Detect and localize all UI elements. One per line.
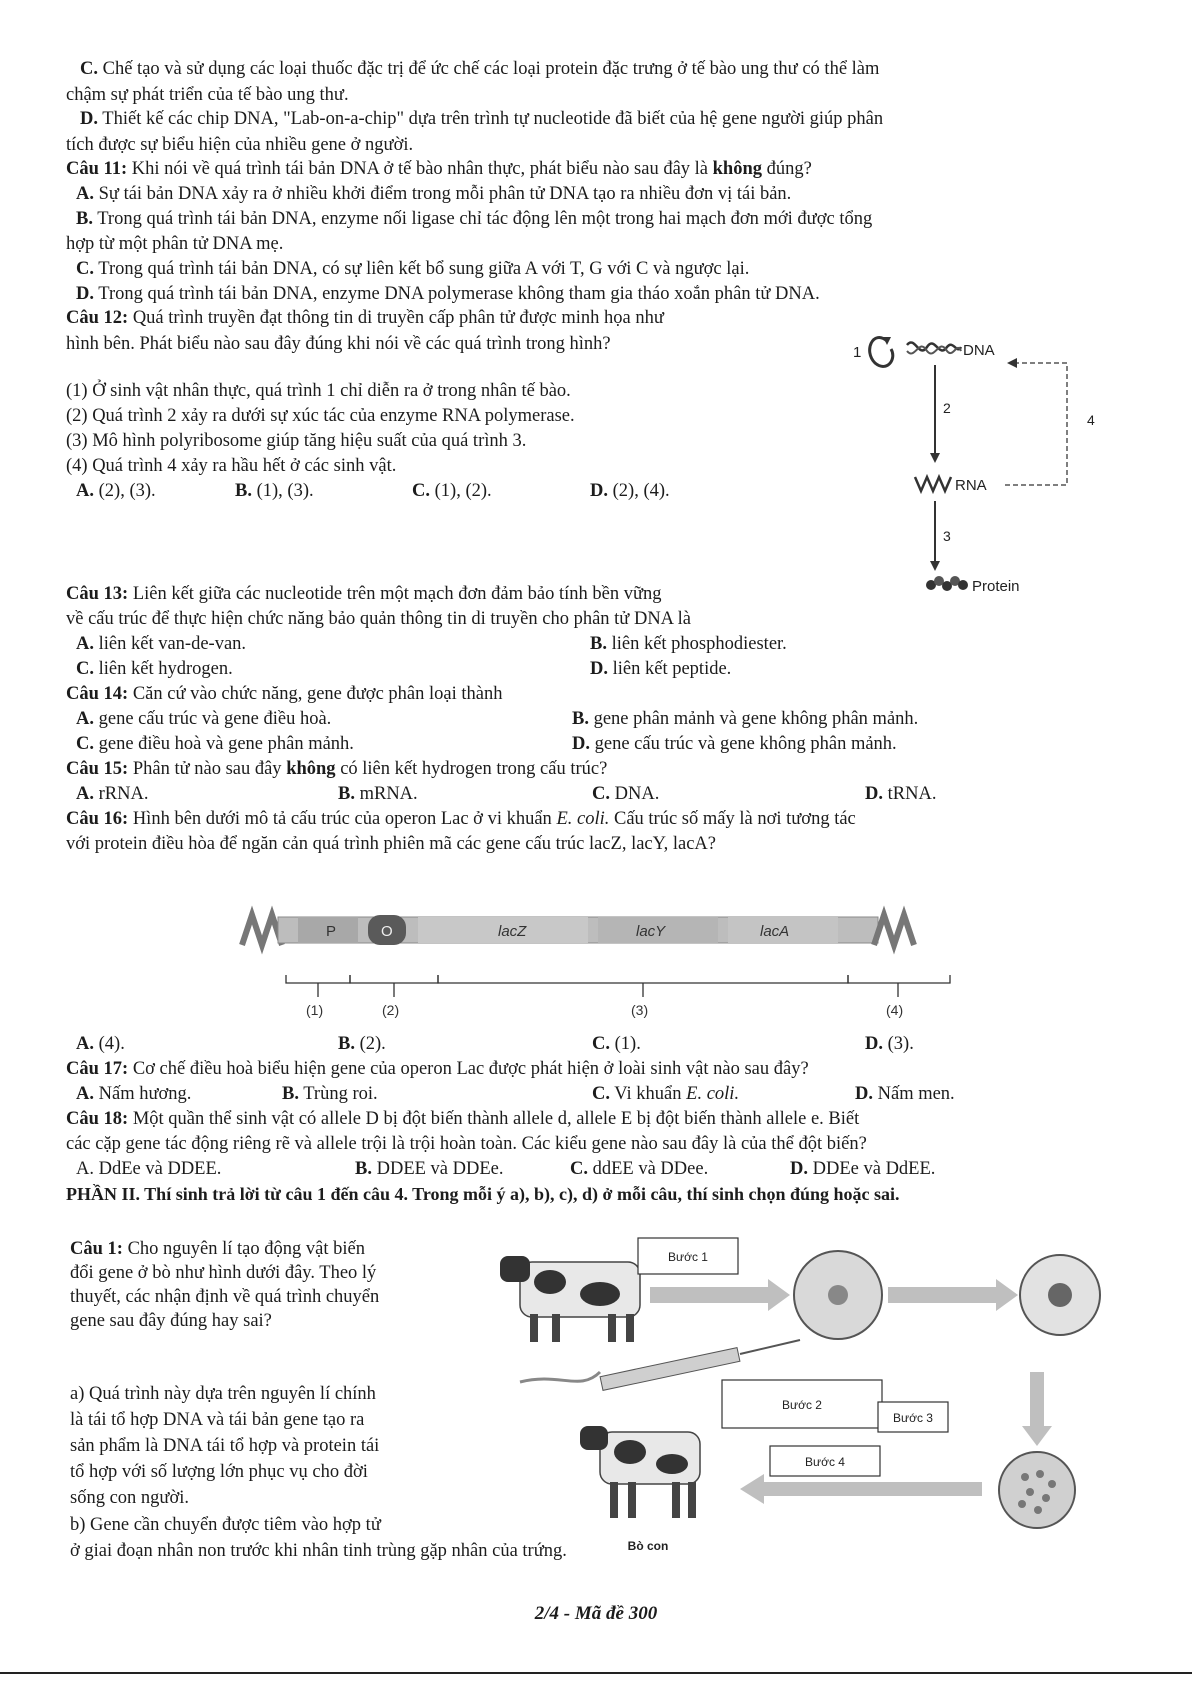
question-17-option-b: B. Trùng roi. xyxy=(282,1084,378,1104)
part2-statement-a-2: là tái tổ hợp DNA và tái bản gene tạo ra xyxy=(70,1410,365,1430)
donor-cow-icon xyxy=(500,1256,640,1342)
question-11-option-b: B. Trong quá trình tái bản DNA, enzyme nối ligase chỉ tác động lên một trong hai mạch đơn mới được tổng xyxy=(76,209,873,229)
question-11-stem: Câu 11: Khi nói về quá trình tái bản DNA ở tế bào nhân thực, phát biểu nào sau đây là không đúng? xyxy=(66,159,812,179)
question-17-option-a: A. Nấm hương. xyxy=(76,1084,192,1104)
question-12-option-d: D. (2), (4). xyxy=(590,481,670,501)
question-17-option-d: D. Nấm men. xyxy=(855,1084,955,1104)
embryo-icon xyxy=(999,1452,1075,1528)
step-4-label: Bước 4 xyxy=(805,1455,845,1469)
question-12-statement-2: (2) Quá trình 2 xảy ra dưới sự xúc tác của enzyme RNA polymerase. xyxy=(66,406,575,426)
question-label: Câu 11: xyxy=(66,159,128,179)
question-13-option-d: D. liên kết peptide. xyxy=(590,659,732,679)
question-13-option-b: B. liên kết phosphodiester. xyxy=(590,634,787,654)
region-1-label: (1) xyxy=(306,1002,324,1018)
lacy-label: lacY xyxy=(636,923,666,940)
promoter-label: P xyxy=(326,923,337,940)
step-1-label: Bước 1 xyxy=(668,1250,708,1264)
calf-label: Bò con xyxy=(627,1539,669,1553)
step-2-label: Bước 2 xyxy=(782,1398,822,1412)
question-18-option-a: A. DdEe và DDEE. xyxy=(76,1159,222,1179)
option-text: Thiết kế các chip DNA, "Lab-on-a-chip" dựa trên trình tự nucleotide đã biết của hệ gene người giúp phân xyxy=(102,109,884,129)
part2-question-1-stem-4: gene sau đây đúng hay sai? xyxy=(70,1311,272,1331)
replication-loop-icon xyxy=(870,337,893,366)
question-14-option-c: C. gene điều hoà và gene phân mảnh. xyxy=(76,734,354,754)
option-letter: C. xyxy=(80,59,98,79)
question-13-option-c: C. liên kết hydrogen. xyxy=(76,659,233,679)
step-3-label: Bước 3 xyxy=(893,1411,933,1425)
part2-statement-a-1: a) Quá trình này dựa trên nguyên lí chính xyxy=(70,1384,376,1404)
question-17-stem: Câu 17: Cơ chế điều hoà biểu hiện gene của operon Lac được phát hiện ở loài sinh vật nào sau đây? xyxy=(66,1059,809,1079)
question-12-stem: Câu 12: Quá trình truyền đạt thông tin di truyền cấp phân tử được minh họa như xyxy=(66,308,664,328)
option-letter: D. xyxy=(80,109,98,129)
region-brackets xyxy=(286,975,950,997)
question-15-option-c: C. DNA. xyxy=(592,784,660,804)
lacz-label: lacZ xyxy=(498,923,527,940)
region-4-label: (4) xyxy=(886,1002,904,1018)
calf-icon xyxy=(580,1426,700,1518)
question-12-option-a: A. (2), (3). xyxy=(76,481,156,501)
protein-label: Protein xyxy=(972,578,1020,595)
question-13-stem: Câu 13: Liên kết giữa các nucleotide trên một mạch đơn đảm bảo tính bền vững xyxy=(66,584,662,604)
question-11-option-d: D. Trong quá trình tái bản DNA, enzyme DNA polymerase không tham gia tháo xoắn phân tử DNA. xyxy=(76,284,820,304)
rna-label: RNA xyxy=(955,477,987,494)
part2-statement-a-3: sản phẩm là DNA tái tổ hợp và protein tái xyxy=(70,1436,380,1456)
part2-statement-b-2: ở giai đoạn nhân non trước khi nhân tinh trùng gặp nhân của trứng. xyxy=(70,1541,567,1561)
operator-label: O xyxy=(381,923,393,940)
central-dogma-figure xyxy=(835,315,1125,615)
question-16-stem: Câu 16: Hình bên dưới mô tả cấu trúc của operon Lac ở vi khuẩn E. coli. Cấu trúc số mấy là nơi tương tác xyxy=(66,809,856,829)
part-2-heading: PHẦN II. Thí sinh trả lời từ câu 1 đến câu 4. Trong mỗi ý a), b), c), d) ở mỗi câu, thí sinh chọn đúng hoặc sai. xyxy=(66,1184,900,1204)
question-16-option-a: A. (4). xyxy=(76,1034,125,1054)
header-option-c-line2: chậm sự phát triển của tế bào ung thư. xyxy=(66,85,349,105)
question-15-option-d: D. tRNA. xyxy=(865,784,937,804)
dna-end-right-icon xyxy=(874,915,914,945)
question-12-statement-4: (4) Quá trình 4 xảy ra hầu hết ở các sinh vật. xyxy=(66,456,397,476)
region-2-label: (2) xyxy=(382,1002,400,1018)
question-15-option-a: A. rRNA. xyxy=(76,784,149,804)
part2-question-1-stem-3: thuyết, các nhận định về quá trình chuyển xyxy=(70,1287,380,1307)
part2-question-1-stem: Câu 1: Cho nguyên lí tạo động vật biến xyxy=(70,1239,365,1259)
question-15-option-b: B. mRNA. xyxy=(338,784,418,804)
region-3-label: (3) xyxy=(631,1002,649,1018)
question-13-option-a: A. liên kết van-de-van. xyxy=(76,634,247,654)
question-16-stem-cont: với protein điều hòa để ngăn cản quá trình phiên mã các gene cấu trúc lacZ, lacY, lacA? xyxy=(66,834,716,854)
question-11-option-c: C. Trong quá trình tái bản DNA, có sự liên kết bổ sung giữa A với T, G với C và ngược lại. xyxy=(76,259,750,279)
process-1-label: 1 xyxy=(853,344,862,361)
question-11-option-a: A. Sự tái bản DNA xảy ra ở nhiều khởi điểm trong mỗi phân tử DNA tạo ra nhiều đơn vị tái bản. xyxy=(76,184,792,204)
dna-helix-icon xyxy=(907,342,961,353)
question-12-statement-3: (3) Mô hình polyribosome giúp tăng hiệu suất của quá trình 3. xyxy=(66,431,527,451)
process-4-label: 4 xyxy=(1087,412,1095,428)
question-16-option-b: B. (2). xyxy=(338,1034,386,1054)
page-footer: 2/4 - Mã đề 300 xyxy=(534,1603,658,1624)
question-16-option-d: D. (3). xyxy=(865,1034,914,1054)
dna-end-left-icon xyxy=(242,915,282,945)
process-3-label: 3 xyxy=(943,528,951,544)
dna-label: DNA xyxy=(963,342,995,359)
question-18-option-b: B. DDEE và DDEe. xyxy=(355,1159,504,1179)
rna-strand-icon xyxy=(915,477,951,491)
question-11-option-b-cont: hợp từ một phân tử DNA mẹ. xyxy=(66,234,284,254)
question-14-stem: Câu 14: Căn cứ vào chức năng, gene được phân loại thành xyxy=(66,684,503,704)
question-16-option-c: C. (1). xyxy=(592,1034,641,1054)
question-14-option-b: B. gene phân mảnh và gene không phân mảnh. xyxy=(572,709,919,729)
question-15-stem: Câu 15: Phân tử nào sau đây không có liên kết hydrogen trong cấu trúc? xyxy=(66,759,608,779)
question-14-option-a: A. gene cấu trúc và gene điều hoà. xyxy=(76,709,332,729)
header-option-d-line1 xyxy=(80,108,883,130)
question-12-stem-cont: hình bên. Phát biểu nào sau đây đúng khi nói về các quá trình trong hình? xyxy=(66,334,611,354)
question-18-stem-cont: các cặp gene tác động riêng rẽ và allele trội là trội hoàn toàn. Các kiểu gene nào sau đây là của thể đột biến? xyxy=(66,1134,867,1154)
laca-label: lacA xyxy=(760,923,790,940)
page-bottom-border xyxy=(0,1672,1192,1674)
header-option-d-line2: tích được sự biểu hiện của nhiều gene ở người. xyxy=(66,135,414,155)
transgenic-cow-figure xyxy=(500,1232,1120,1562)
question-12-statement-1: (1) Ở sinh vật nhân thực, quá trình 1 chỉ diễn ra ở trong nhân tế bào. xyxy=(66,381,571,401)
lac-operon-figure xyxy=(238,905,958,1025)
part2-statement-b-1: b) Gene cần chuyển được tiêm vào hợp tử xyxy=(70,1515,381,1535)
process-2-label: 2 xyxy=(943,400,951,416)
question-14-option-d: D. gene cấu trúc và gene không phân mảnh. xyxy=(572,734,897,754)
question-12-option-b: B. (1), (3). xyxy=(235,481,314,501)
part2-statement-a-4: tổ hợp với số lượng lớn phục vụ cho đời xyxy=(70,1462,368,1482)
option-text: Chế tạo và sử dụng các loại thuốc đặc trị để ức chế các loại protein đặc trưng ở tế bào ung thư có thể làm xyxy=(102,59,880,79)
question-18-stem: Câu 18: Một quần thể sinh vật có allele D bị đột biến thành allele d, allele E bị đột biến thành allele e. Biết xyxy=(66,1109,860,1129)
question-18-option-c: C. ddEE và DDee. xyxy=(570,1159,709,1179)
question-13-stem-cont: về cấu trúc để thực hiện chức năng bảo quản thông tin di truyền cho phân tử DNA là xyxy=(66,609,691,629)
part2-statement-a-5: sống con người. xyxy=(70,1488,189,1508)
question-18-option-d: D. DDEe và DdEE. xyxy=(790,1159,936,1179)
protein-chain-icon xyxy=(926,576,968,591)
header-option-c-line1 xyxy=(80,58,879,80)
part2-question-1-stem-2: đổi gene ở bò như hình dưới đây. Theo lý xyxy=(70,1263,377,1283)
question-17-option-c: C. Vi khuẩn E. coli. xyxy=(592,1084,740,1104)
question-12-option-c: C. (1), (2). xyxy=(412,481,492,501)
